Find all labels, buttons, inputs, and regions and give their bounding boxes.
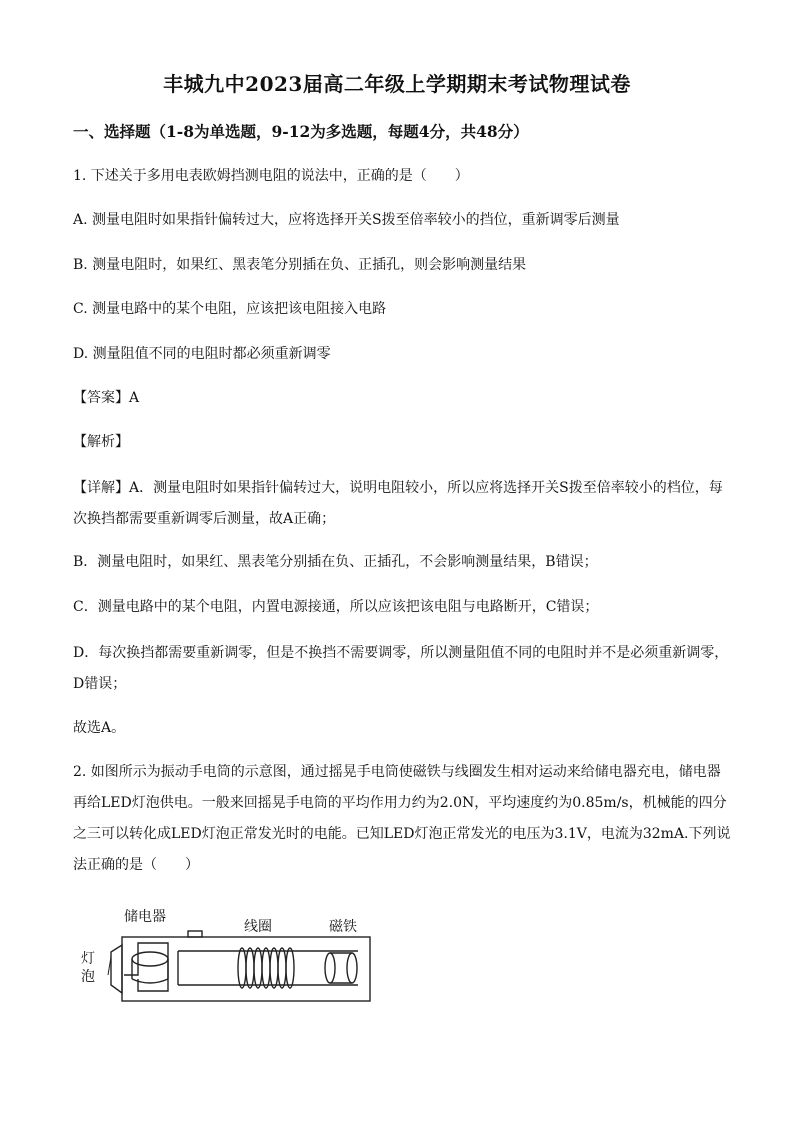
switch-button xyxy=(188,931,202,937)
label-magnet: 磁铁 xyxy=(329,919,357,935)
question-1-detail-b: B．测量电阻时，如果红、黑表笔分别插在负、正插孔，不会影响测量结果，B错误； xyxy=(73,554,598,570)
question-1-conclusion: 故选A。 xyxy=(73,720,126,736)
label-bulb-2: 泡 xyxy=(81,969,95,985)
question-1-detail-a: 【详解】A．测量电阻时如果指针偏转过大，说明电阻较小，所以应将选择开关S拨至倍率较小的档位，每次换挡都需要重新调零后测量，故A正确； xyxy=(73,480,723,527)
label-coil: 线圈 xyxy=(244,919,272,935)
storage-frame xyxy=(124,943,168,991)
question-1-answer: 【答案】A xyxy=(73,390,140,406)
coil-winding xyxy=(238,948,294,988)
page-title: 丰城九中2023届高二年级上学期期末考试物理试卷 xyxy=(163,72,631,96)
question-1-analysis-label: 【解析】 xyxy=(73,434,129,450)
section-heading: 一、选择题（1-8为单选题，9-12为多选题，每题4分，共48分） xyxy=(73,122,529,141)
question-1-option-b: B. 测量电阻时，如果红、黑表笔分别插在负、正插孔，则会影响测量结果 xyxy=(73,257,527,273)
flashlight-diagram xyxy=(78,905,378,1015)
question-1-detail-d: D．每次换挡都需要重新调零，但是不换挡不需要调零，所以测量阻值不同的电阻时并不是必须重新调零，D错误； xyxy=(73,645,729,692)
question-1-option-d: D. 测量阻值不同的电阻时都必须重新调零 xyxy=(73,346,331,362)
question-1-option-a: A. 测量电阻时如果指针偏转过大，应将选择开关S拨至倍率较小的挡位，重新调零后测量 xyxy=(73,212,620,228)
label-bulb-1: 灯 xyxy=(81,951,95,967)
bulb-shape xyxy=(111,945,122,993)
label-storage: 储电器 xyxy=(124,909,166,925)
question-1-detail-c: C．测量电路中的某个电阻，内置电源接通，所以应该把该电阻与电路断开，C错误； xyxy=(73,599,599,615)
magnet-shape xyxy=(325,953,357,983)
question-1-option-c: C. 测量电路中的某个电阻，应该把该电阻接入电路 xyxy=(73,301,387,317)
question-2-stem: 2. 如图所示为振动手电筒的示意图，通过摇晃手电筒使磁铁与线圈发生相对运动来给储电器充电，储电器再给LED灯泡供电。一般来回摇晃手电筒的平均作用力约为2.0N，平均速度约为0.85m/s，机械能的四分之三可以转化成LED灯泡正常发光时的电能。已知LED灯泡正常发光的电压为3.1V，电流为32mA.下列说法正确的是（ ） xyxy=(73,764,731,873)
question-1-stem: 1. 下述关于多用电表欧姆挡测电阻的说法中，正确的是（ ） xyxy=(73,168,469,184)
